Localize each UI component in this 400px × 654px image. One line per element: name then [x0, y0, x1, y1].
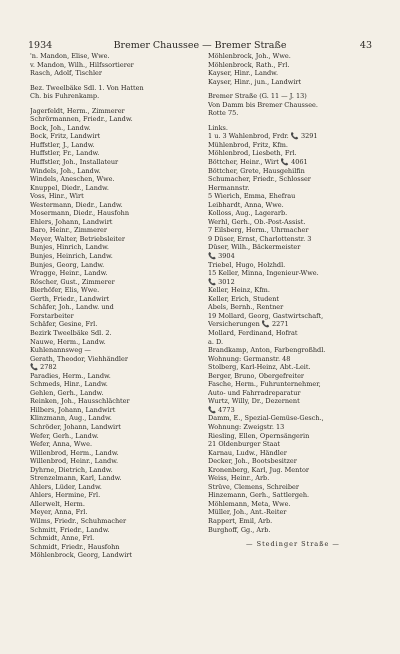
directory-entry: Kuhlenannsweg — [30, 346, 91, 355]
directory-entry: Huffstler, Joh., Installateur [30, 158, 119, 167]
directory-entry: Kolloss, Aug., Lagerarb. [208, 209, 288, 218]
directory-entry: Schmidt, Anne, Frl. [30, 534, 95, 543]
street-heading: Bez. Tweelbäke Sdl. 1. Von Hatten [30, 83, 144, 92]
street-heading: Rotte 75. [208, 109, 239, 118]
directory-entry: Huffstler, J., Landw. [30, 140, 95, 149]
directory-entry: 21 Oldenburger Staat [208, 440, 281, 449]
directory-entry: Böttcher, Heinr., Wirt 📞 4061 [208, 158, 308, 167]
directory-entry: Gerath, Theodor, Viehhändler [30, 354, 128, 363]
page-number: 43 [359, 40, 372, 51]
directory-entry: Decker, Joh., Bootsbesitzer [208, 457, 297, 466]
directory-entry: Burghoff, Gg., Arb. [208, 525, 271, 534]
directory-entry: Wohnung: Zweigstr. 13 [208, 422, 285, 431]
directory-entry: Wragge, Heinr., Landw. [30, 269, 108, 278]
directory-entry: Wefer, Anna, Wwe. [30, 440, 93, 449]
directory-entry: Schäfer, Joh., Landw. und [30, 303, 114, 312]
directory-entry: Hinzemann, Gerh., Sattlergeh. [208, 491, 310, 500]
directory-entry: Strüve, Clemens, Schreiber [208, 482, 299, 491]
right-column [208, 52, 378, 549]
directory-entry: Ahlers, Hermine, Frl. [30, 491, 101, 500]
directory-entry: Wilms, Friedr., Schuhmacher [30, 516, 127, 525]
street-heading: Ch. bis Fuhrenkamp. [30, 92, 100, 101]
directory-entry: Schrörmannen, Friedr., Landw. [30, 115, 133, 124]
directory-entry: Windels, Joh., Landw. [30, 166, 101, 175]
directory-entry: Schäfer, Gesine, Frl. [30, 320, 98, 329]
directory-entry: Röscher, Gust., Zimmerer [30, 277, 115, 286]
directory-entry: Damm, E., Spezial-Gemüse-Gesch., [208, 414, 324, 423]
directory-entry: Bunjes, Hinrich, Landw. [30, 243, 109, 252]
directory-entry: Baro, Heinr., Zimmerer [30, 226, 108, 235]
directory-entry: Mollard, Ferdinand, Hofrat [208, 328, 298, 337]
directory-entry: Kayser, Hinr., Landw. [208, 69, 279, 78]
year-label: 1934 [28, 40, 53, 51]
directory-entry: Reinken, Joh., Hausschlächter [30, 397, 130, 406]
directory-entry: 📞 3012 [208, 277, 235, 286]
directory-entry: Werhl, Gerh., Ob.-Post-Assist. [208, 217, 306, 226]
directory-entry: 5 Wierich, Emma, Ehefrau [208, 192, 296, 201]
directory-entry: Bunjes, Heinrich, Landw. [30, 252, 113, 261]
page-title: Bremer Chaussee — Bremer Straße [113, 40, 287, 51]
street-heading: Von Damm bis Bremer Chaussee. [208, 100, 318, 109]
directory-entry: 'n. Mandon, Elise, Wwe. [30, 52, 110, 60]
directory-entry: 19 Mollard, Georg, Gastwirtschaft, [208, 311, 324, 320]
directory-entry: Knuppel, Diedr., Landw. [30, 183, 109, 192]
directory-entry: Brandkamp, Anton, Farbengroßhdl. [208, 346, 326, 355]
directory-entry: a. D. [208, 337, 224, 346]
directory-entry: Weiss, Heinr., Arb. [208, 474, 270, 483]
directory-entry: Bock, Joh., Landw. [30, 123, 91, 132]
directory-entry: Ahlers, Lüder, Landw. [30, 482, 102, 491]
directory-entry: Willenbrod, Herm., Landw. [30, 448, 119, 457]
directory-entry: Paradies, Herm., Landw. [30, 371, 111, 380]
directory-entry: Bock, Fritz, Landwirt [30, 132, 101, 141]
directory-entry: v. Mandon, Wilh., Hilfssortierer [30, 60, 134, 69]
directory-entry: Berger, Bruno, Obergefreiter [208, 371, 305, 380]
directory-entry: Wurtz, Willy, Dr., Dezernent [208, 397, 300, 406]
directory-entry: Nauwe, Herm., Landw. [30, 337, 106, 346]
directory-entry: Kayser, Hinr., jun., Landwirt [208, 77, 302, 86]
directory-entry: Keller, Erich, Student [208, 294, 280, 303]
directory-entry: Rappert, Emil, Arb. [208, 516, 273, 525]
directory-entry: Klinzmann, Aug., Landw. [30, 414, 112, 423]
directory-entry: Meyer, Anna, Frl. [30, 508, 88, 517]
directory-entry: 📞 4773 [208, 405, 235, 414]
directory-entry: Abels, Bernh., Rentner [208, 303, 284, 312]
directory-entry: Voss, Hinr., Wirt [30, 192, 84, 201]
directory-entry: Allerwelt, Herm. [30, 499, 85, 508]
directory-entry: Forstarbeiter [30, 311, 74, 320]
directory-entry: Links. [208, 123, 228, 132]
directory-entry: Versicherungen 📞 2271 [208, 320, 289, 329]
street-heading: Bremer Straße (G. 11 — J. 13) [208, 92, 307, 101]
directory-entry: Bunjes, Georg, Landw. [30, 260, 105, 269]
street-separator: — Stedinger Straße — [246, 540, 340, 549]
directory-entry: Möhlenbrod, Liesbeth, Frl. [208, 149, 297, 158]
directory-entry: Jagerfeldt, Herm., Zimmerer [30, 106, 125, 115]
directory-entry: Westermann, Diedr., Landw. [30, 200, 123, 209]
directory-entry: Mühlenbrod, Fritz, Kfm. [208, 140, 288, 149]
left-column [30, 52, 202, 560]
directory-entry: Auto- und Fahrradreparatur [208, 388, 301, 397]
directory-entry: Möhlenbrock, Joh., Wwe. [208, 52, 291, 60]
directory-entry: 7 Eilsberg, Herm., Uhrmacher [208, 226, 309, 235]
directory-entry: Schumacher, Friedr., Schlosser [208, 175, 311, 184]
directory-entry: Wohnung: Germanstr. 48 [208, 354, 291, 363]
directory-entry: Fasche, Herm., Fuhrunternehmer, [208, 380, 321, 389]
directory-entry: Karnau, Ludw., Händler [208, 448, 287, 457]
directory-entry: Rasch, Adolf, Tischler [30, 69, 102, 78]
directory-entry: Gerth, Friedr., Landwirt [30, 294, 110, 303]
directory-entry: Schmitt, Friedr., Landw. [30, 525, 110, 534]
directory-entry: Möhlemann, Meta, Wwe. [208, 499, 291, 508]
directory-entry: Mosermann, Diedr., Hausfohn [30, 209, 130, 218]
directory-entry: Dyhrne, Dietrich, Landw. [30, 465, 113, 474]
directory-entry: Bierhöfer, Elis, Wwe. [30, 286, 100, 295]
directory-entry: Windels, Aneschen, Wwe. [30, 175, 115, 184]
directory-entry: 📞 2782 [30, 363, 57, 372]
directory-entry: 📞 3904 [208, 252, 235, 261]
directory-entry: Meyer, Walter, Betriebsleiter [30, 234, 125, 243]
directory-entry: Wefer, Gerh., Landw. [30, 431, 99, 440]
directory-entry: Möhlenbrock, Rath., Frl. [208, 60, 290, 69]
directory-entry: Düser, Wilh., Bäckermeister [208, 243, 301, 252]
directory-entry: Leibhardt, Anna, Wwe. [208, 200, 284, 209]
directory-entry: Huffstler, Fr., Landw. [30, 149, 100, 158]
directory-entry: Riesling, Ellen, Opernsängerin [208, 431, 310, 440]
directory-entry: Triebel, Hugo, Holzhdl. [208, 260, 286, 269]
directory-entry: Schmeds, Hinr., Landw. [30, 380, 108, 389]
directory-entry: 9 Düser, Ernst, Charlottenstr. 3 [208, 234, 312, 243]
directory-entry: Strenzelmann, Karl, Landw. [30, 474, 122, 483]
directory-entry: Willenbrod, Heinr., Landw. [30, 457, 119, 466]
directory-entry: Schröder, Johann, Landwirt [30, 422, 121, 431]
directory-entry: Stolberg, Karl-Heinz, Abt.-Leit. [208, 363, 311, 372]
directory-entry: Möhlenbrock, Georg, Landwirt [30, 551, 133, 560]
directory-entry: 1 u. 3 Wahlenbrod, Frdr. 📞 3291 [208, 132, 318, 141]
directory-entry: Böttcher, Grete, Hausgehilfin [208, 166, 305, 175]
directory-entry: Keller, Heinz, Kfm. [208, 286, 270, 295]
directory-entry: Müller, Joh., Ant.-Reiter [208, 508, 287, 517]
directory-entry: Bezirk Tweelbäke Sdl. 2. [30, 328, 112, 337]
directory-entry: Kronenberg, Karl, Jug. Mentor [208, 465, 309, 474]
directory-entry: 15 Keller, Minna, Ingenieur-Wwe. [208, 269, 319, 278]
directory-entry: Hilbers, Johann, Landwirt [30, 405, 116, 414]
directory-entry: Schmidt, Friedr., Hausfohn [30, 542, 120, 551]
directory-entry: Ehlers, Johann, Landwirt [30, 217, 113, 226]
directory-entry: Gehlen, Gerh., Landw. [30, 388, 104, 397]
directory-entry: Hermannstr. [208, 183, 250, 192]
